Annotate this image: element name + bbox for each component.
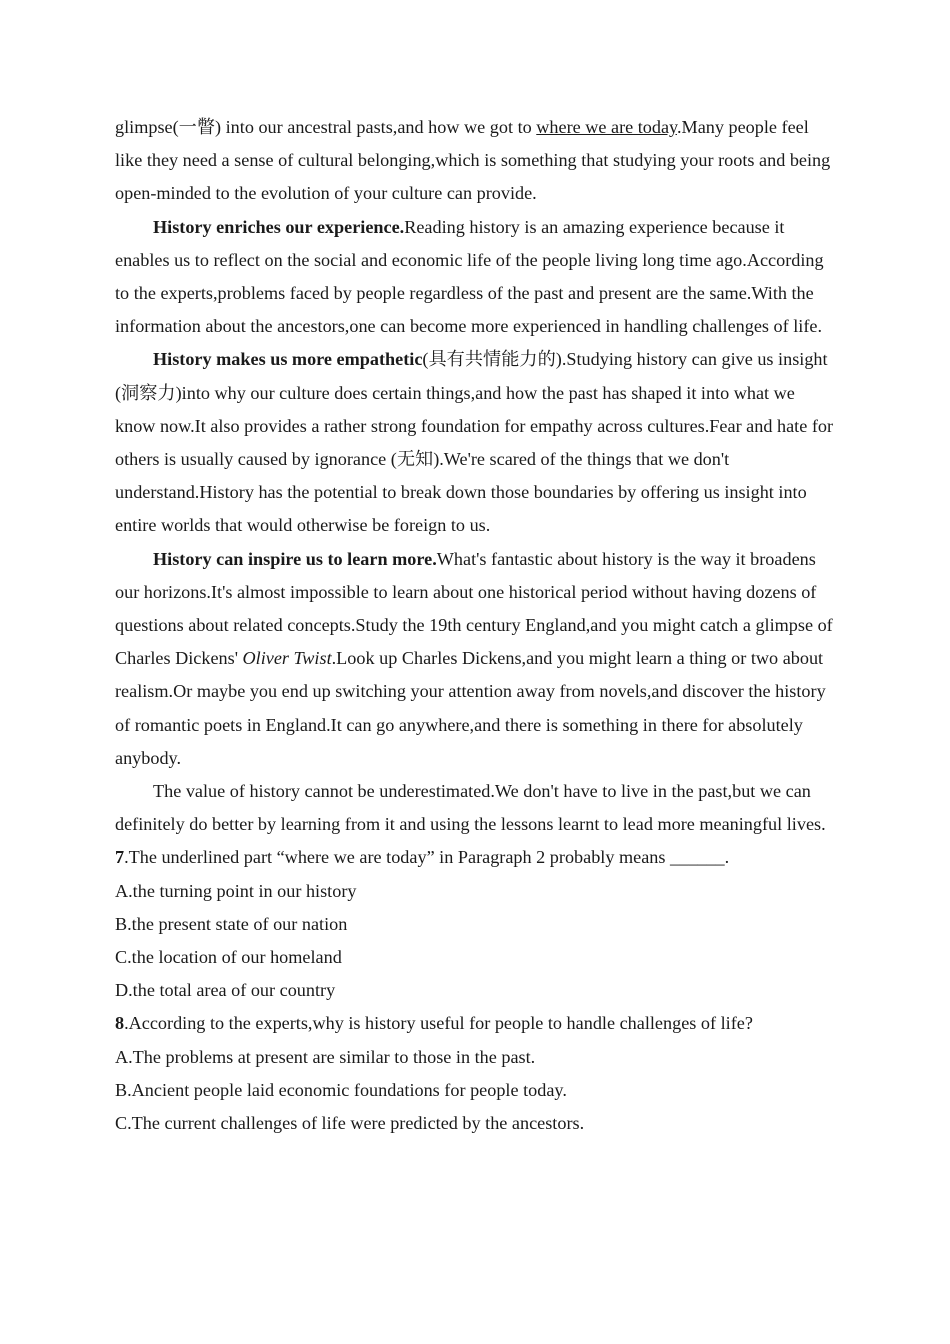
paragraph-heading: History enriches our experience. xyxy=(153,216,405,237)
paragraph-text: .Look up Charles Dickens,and you might learn a thing or two about realism.Or maybe you end up switching your attention away from novels,and discover the history of romantic poets in England.It can go anywhere,and there is something in there for absolutely anybody. xyxy=(115,648,826,768)
question-number: 7 xyxy=(115,847,125,868)
paragraph-text: The value of history cannot be underestimated.We don't have to live in the past,but we can definitely do better by learning from it and using the lessons learnt to lead more meaningful lives. xyxy=(115,781,826,835)
question-7 xyxy=(115,841,835,1007)
paragraph-conclusion xyxy=(115,775,835,841)
paragraph-empathy xyxy=(115,343,835,542)
question-text: .The underlined part “where we are today” in Paragraph 2 probably means ______. xyxy=(124,847,730,868)
option-b: B.Ancient people laid economic foundations for people today. xyxy=(115,1079,567,1100)
paragraph-text: (具有共情能力的).Studying history can give us insight (洞察力)into why our culture does certain things,and how the past has shaped it into what we know now.It also provides a rather strong foundation for empathy across cultures.Fear and hate for others is usually caused by ignorance (无知).We're scared of the things that we don't understand.History has the potential to break down those boundaries by offering us insight into entire worlds that would otherwise be foreign to us. xyxy=(115,349,834,536)
question-stem xyxy=(115,841,835,874)
option-b: B.the present state of our nation xyxy=(115,913,348,934)
paragraph-text: What's fantastic about history is the way it broadens our horizons.It's almost impossible to learn about one historical period without having dozens of questions about related concepts.Study the 19th century England,and you might catch a glimpse of Charles Dickens' xyxy=(115,548,833,669)
paragraph-experience xyxy=(115,211,835,344)
paragraph-heading: History makes us more empathetic xyxy=(153,349,423,370)
question-8 xyxy=(115,1007,835,1140)
option-c: C.The current challenges of life were predicted by the ancestors. xyxy=(115,1113,585,1134)
question-text: .According to the experts,why is history useful for people to handle challenges of life? xyxy=(124,1013,753,1034)
paragraph-roots xyxy=(115,111,835,211)
underlined-phrase: where we are today xyxy=(536,117,677,137)
question-stem xyxy=(115,1007,835,1040)
paragraph-text: Reading history is an amazing experience because it enables us to reflect on the social and economic life of the people living long time ago.According to the experts,problems faced by people regardless of the past and present are the same.With the information about the ancestors,one can become more experienced in handling challenges of life. xyxy=(115,216,824,337)
document-page xyxy=(115,111,835,1140)
paragraph-heading: History can inspire us to learn more. xyxy=(153,548,437,569)
paragraph-text: .Many people feel like they need a sense of cultural belonging,which is something that studying your roots and being open-minded to the evolution of your culture can provide. xyxy=(115,117,831,204)
book-title: Oliver Twist xyxy=(242,648,332,669)
option-d: D.the total area of our country xyxy=(115,980,336,1001)
option-a: A.the turning point in our history xyxy=(115,880,357,901)
paragraph-inspire xyxy=(115,543,835,775)
option-a: A.The problems at present are similar to those in the past. xyxy=(115,1046,536,1067)
paragraph-text: glimpse(一瞥) into our ancestral pasts,and how we got to xyxy=(115,117,537,137)
option-c: C.the location of our homeland xyxy=(115,947,342,968)
question-number: 8 xyxy=(115,1013,125,1034)
